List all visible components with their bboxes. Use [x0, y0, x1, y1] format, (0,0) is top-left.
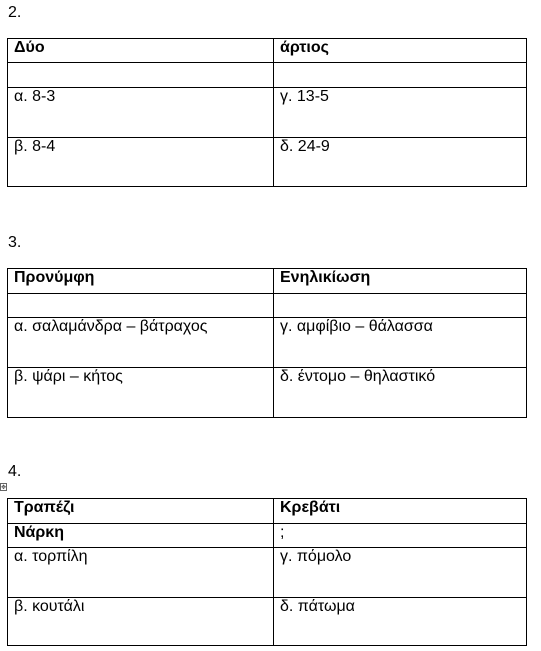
table-cell[interactable]: δ. έντομο – θηλαστικό: [274, 368, 527, 418]
table-cell[interactable]: γ. αμφίβιο – θάλασσα: [274, 318, 527, 368]
table-header-cell[interactable]: Δύο: [8, 39, 274, 63]
question-number: 4.: [8, 463, 22, 480]
table-cell[interactable]: δ. 24-9: [274, 138, 527, 187]
table-cell[interactable]: [274, 294, 527, 318]
table-cell[interactable]: α. τορπίλη: [8, 548, 274, 598]
table-cell[interactable]: [8, 63, 274, 88]
table-header-cell[interactable]: Προνύμφη: [8, 269, 274, 294]
table-cell[interactable]: [274, 63, 527, 88]
table-header-cell[interactable]: άρτιος: [274, 39, 527, 63]
table-cell[interactable]: Νάρκη: [8, 524, 274, 548]
table-header-cell[interactable]: Ενηλικίωση: [274, 269, 527, 294]
table-cell[interactable]: β. ψάρι – κήτος: [8, 368, 274, 418]
question-number: 3.: [8, 234, 22, 251]
table-cell[interactable]: ;: [274, 524, 527, 548]
table-cell[interactable]: γ. 13-5: [274, 88, 527, 138]
table-cell[interactable]: β. κουτάλι: [8, 598, 274, 646]
table-cell[interactable]: β. 8-4: [8, 138, 274, 187]
table-cell[interactable]: α. σαλαμάνδρα – βάτραχος: [8, 318, 274, 368]
table-cell[interactable]: δ. πάτωμα: [274, 598, 527, 646]
table-cell[interactable]: α. 8-3: [8, 88, 274, 138]
question-number: 2.: [8, 4, 22, 21]
table-cell[interactable]: γ. πόμολο: [274, 548, 527, 598]
question-table: [7, 268, 527, 418]
table-cell[interactable]: [8, 294, 274, 318]
question-table: [7, 38, 527, 187]
table-header-cell[interactable]: Τραπέζι: [8, 499, 274, 524]
table-header-cell[interactable]: Κρεβάτι: [274, 499, 527, 524]
question-table: [7, 498, 527, 646]
move-handle-icon[interactable]: ✥: [1, 484, 7, 491]
